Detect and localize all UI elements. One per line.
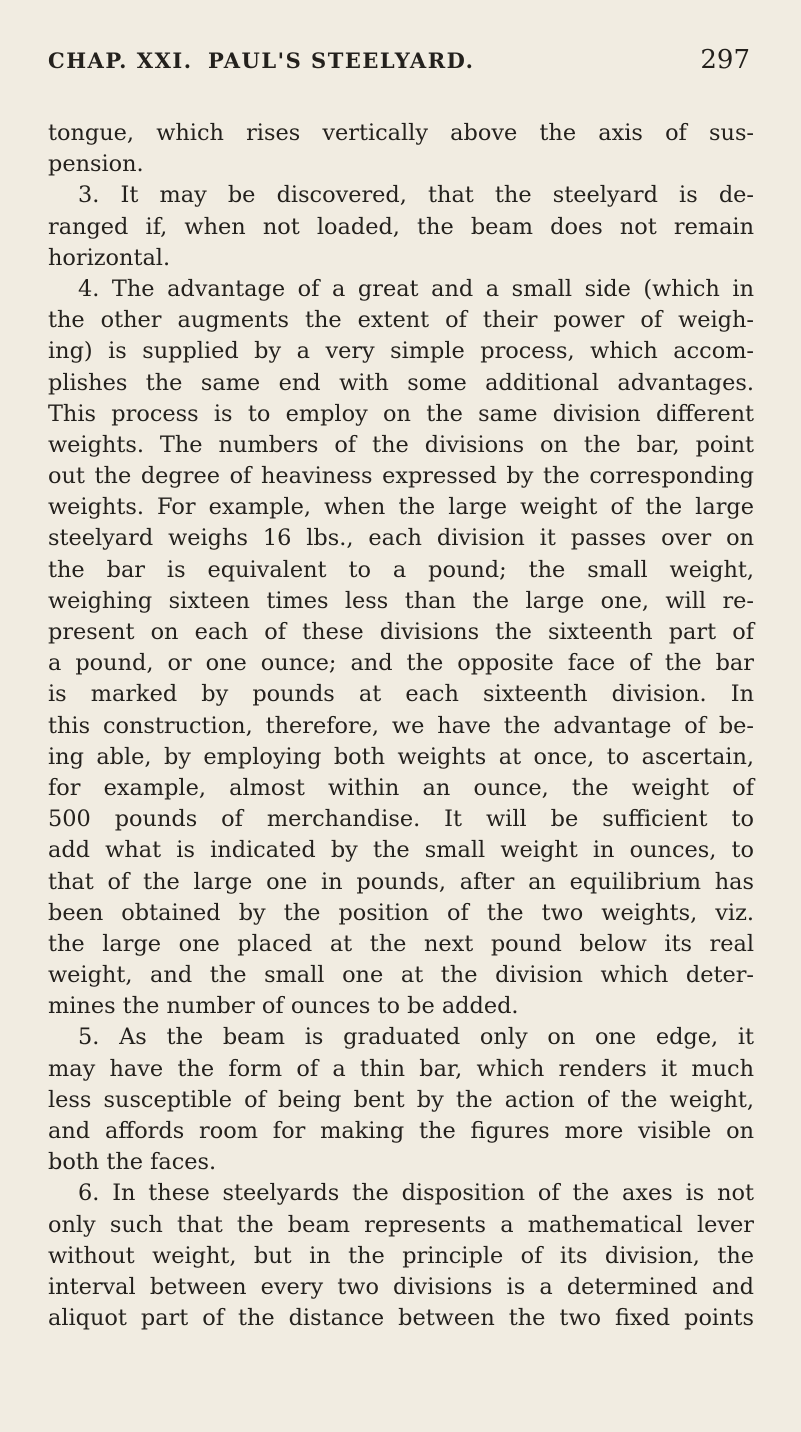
- text-line: out the degree of heaviness expressed by the corresponding: [48, 463, 754, 490]
- text-line: this construction, therefore, we have the advantage of be-: [48, 712, 754, 739]
- text-line: both the faces.: [48, 1149, 217, 1176]
- text-line: weights. The numbers of the divisions on the bar, point: [48, 431, 754, 458]
- text-line: aliquot part of the distance between the two fixed points: [48, 1305, 754, 1332]
- running-title: PAUL'S STEELYARD.: [208, 48, 475, 73]
- text-line: and affords room for making the figures more visible on: [48, 1118, 754, 1144]
- text-line: add what is indicated by the small weight in ounces, to: [48, 837, 754, 864]
- text-line: without weight, but in the principle of its division, the: [48, 1242, 754, 1269]
- text-line: weights. For example, when the large weight of the large: [48, 494, 754, 521]
- text-line: present on each of these divisions the sixteenth part of: [48, 619, 754, 645]
- text-line: for example, almost within an ounce, the weight of: [48, 774, 754, 801]
- text-line: the bar is equivalent to a pound; the small weight,: [48, 556, 754, 583]
- text-line: tongue, which rises vertically above the axis of sus-: [48, 120, 754, 146]
- text-line: only such that the beam represents a mathematical lever: [48, 1211, 754, 1238]
- text-line: ranged if, when not loaded, the beam does not remain: [48, 213, 754, 240]
- text-line: the other augments the extent of their power of weigh-: [48, 307, 754, 334]
- text-line: interval between every two divisions is a determined and: [48, 1273, 754, 1300]
- text-line: mines the number of ounces to be added.: [48, 993, 519, 1020]
- text-line: ing) is supplied by a very simple process, which accom-: [48, 338, 754, 365]
- chapter-label: CHAP. XXI.: [48, 48, 193, 73]
- text-line: 500 pounds of merchandise. It will be sufficient to: [48, 806, 754, 833]
- text-line: plishes the same end with some additional advantages.: [48, 369, 754, 396]
- text-line: weighing sixteen times less than the large one, will re-: [48, 587, 754, 614]
- text-line: This process is to employ on the same division different: [48, 400, 754, 427]
- text-line: been obtained by the position of the two weights, viz.: [48, 899, 754, 926]
- text-line: 6. In these steelyards the disposition of the axes is not: [78, 1180, 754, 1207]
- text-line: may have the form of a thin bar, which renders it much: [48, 1055, 754, 1082]
- text-line: that of the large one in pounds, after an equilibrium has: [48, 868, 754, 895]
- text-line: weight, and the small one at the division which deter-: [48, 962, 754, 989]
- text-line: the large one placed at the next pound below its real: [48, 930, 754, 957]
- running-head: [48, 45, 750, 78]
- page-number: 297: [700, 45, 750, 75]
- text-line: ing able, by employing both weights at once, to ascertain,: [48, 743, 754, 770]
- text-line: steelyard weighs 16 lbs., each division it passes over on: [48, 525, 754, 552]
- text-line: a pound, or one ounce; and the opposite face of the bar: [48, 650, 754, 677]
- text-line: less susceptible of being bent by the action of the weight,: [48, 1086, 754, 1113]
- body-text: [48, 118, 754, 1334]
- text-line: 4. The advantage of a great and a small side (which in: [78, 275, 754, 302]
- text-line: 5. As the beam is graduated only on one edge, it: [78, 1024, 754, 1051]
- text-line: is marked by pounds at each sixteenth division. In: [48, 681, 754, 708]
- text-line: pension.: [48, 151, 144, 178]
- text-line: horizontal.: [48, 244, 171, 271]
- text-line: 3. It may be discovered, that the steelyard is de-: [78, 182, 754, 209]
